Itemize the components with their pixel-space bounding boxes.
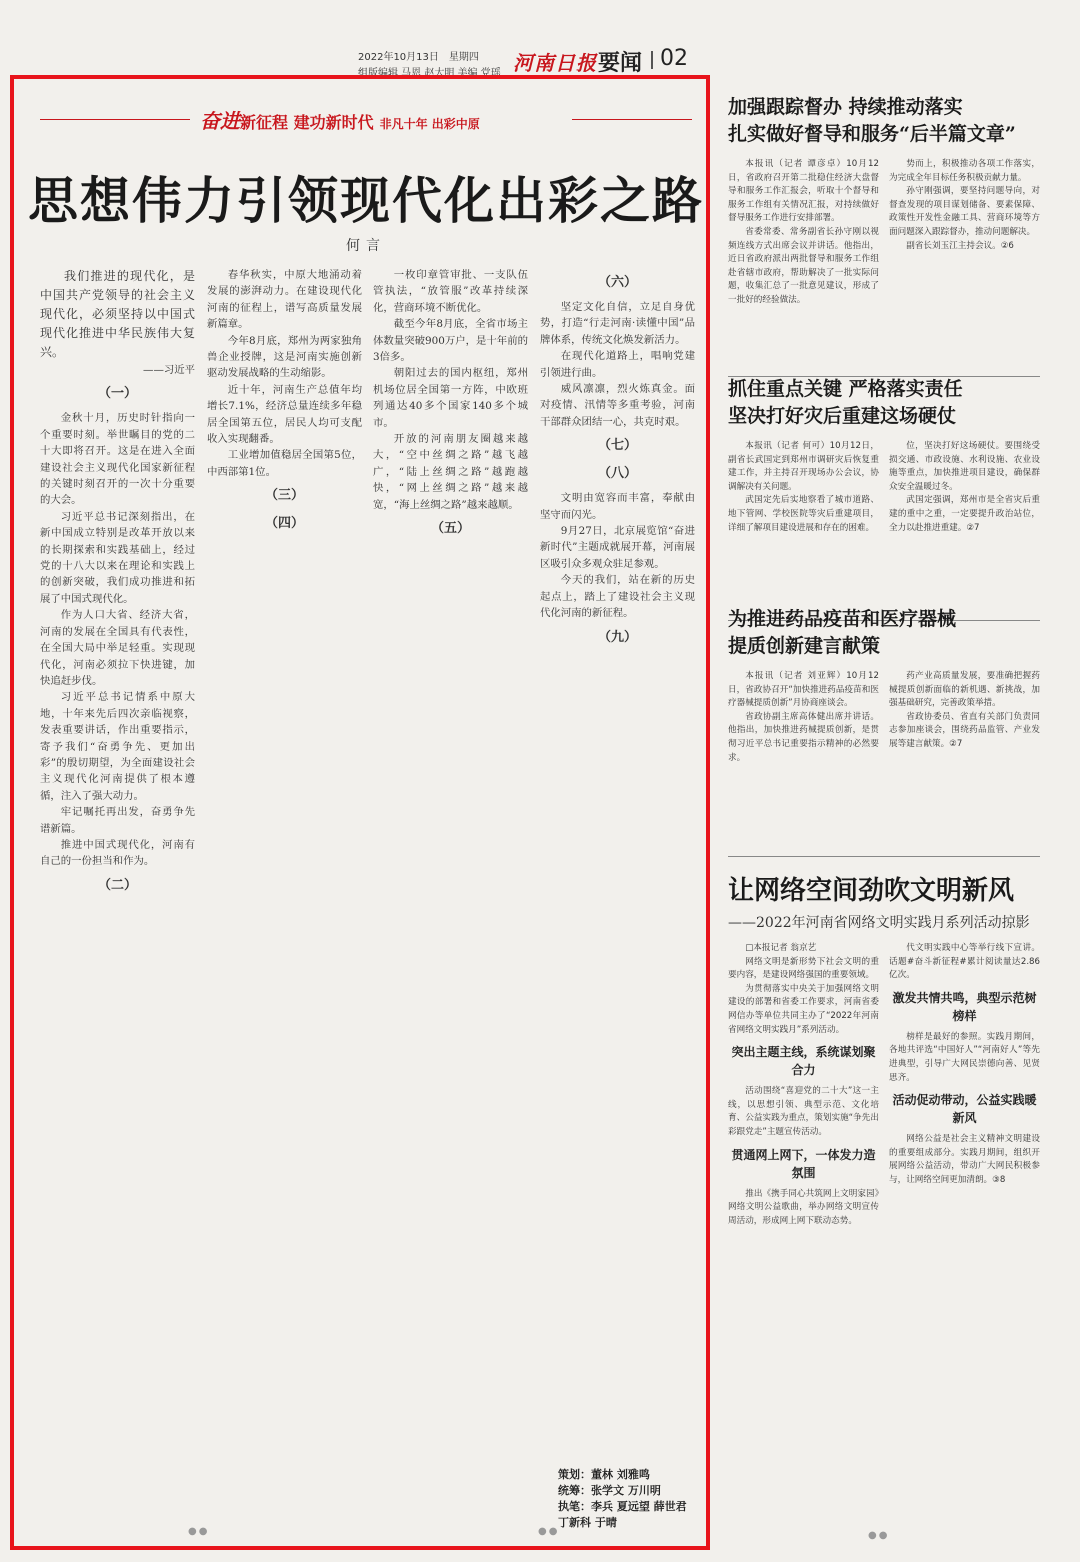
paragraph: 截至今年8月底，全省市场主体数量突破900万户，是十年前的3倍多。 (373, 318, 528, 364)
paragraph: 今年8月底，郑州为两家独角兽企业授牌，这是河南实施创新驱动发展战略的生动缩影。 (207, 334, 362, 380)
paragraph: 扎实做好督导和服务“后半篇文章” (728, 123, 1016, 145)
paragraph: 副省长刘玉江主持会议。②6 (906, 240, 1014, 251)
paragraph: 省委常委、常务副省长孙守刚以视频连线方式出席会议并讲话。他指出，近日省政府派出两批督导和服务工作组赴省辖市政府，帮助解决了一批实际问题，收集汇总了一批意见建议，形成了一批好的经验做法。 (728, 226, 879, 305)
paragraph: 本报讯（记者 谭彦卓）10月12日，省政府召开第二批稳住经济大盘督导和服务工作汇报会，听取十个督导和服务工作组有关情况汇报，对持续做好督导服务工作进行安排部署。 (728, 159, 879, 224)
banner-text-a: 奋进 (200, 109, 240, 133)
paragraph: 本报讯（记者 何可）10月12日，副省长武国定到郑州市调研灾后恢复重建工作，并主持召开现场办公会议，协调解决有关问题。 (728, 441, 879, 492)
paragraph: 网络公益是社会主义精神文明建设的重要组成部分。实践月期间，组织开展网络公益活动，带动广大网民积极参与，让网络空间更加清朗。③8 (889, 1134, 1040, 1185)
page-dots: ●● (868, 1530, 890, 1541)
paragraph: 武国定先后实地察看了城市道路、地下管网、学校医院等灾后重建项目，详细了解项目建设进展和存在的困难。 (728, 495, 879, 533)
paragraph: 网络文明是新形势下社会文明的重要内容，是建设网络强国的重要领域。 (728, 956, 879, 981)
paragraph: 执笔：李兵 夏远望 薛世君 (558, 1500, 687, 1513)
paragraph: 今天的我们，站在新的历史起点上，踏上了建设社会主义现代化河南的新征程。 (540, 574, 695, 620)
banner-text-b: 新征程 建功新时代 (240, 113, 374, 132)
article-text (889, 1031, 1040, 1085)
article-title (728, 94, 1040, 148)
article-text (728, 158, 879, 373)
article-text (889, 1133, 1040, 1187)
paragraph: 本报讯（记者 刘亚辉）10月12日，省政协召开“加快推进药品疫苗和医疗器械提质创新”月协商座谈会。 (728, 671, 879, 709)
paragraph: 近十年，河南生产总值年均增长7.1%，经济总量连续多年稳居全国第五位，居民人均可支配收入实现翻番。 (207, 383, 362, 446)
page-dots: ●● (538, 1526, 560, 1537)
article-credits (558, 1467, 687, 1531)
paragraph: 开放的河南朋友圈越来越大，“空中丝绸之路”越飞越广，“陆上丝绸之路”越跑越快，“网上丝绸之路”越来越宽，“海上丝绸之路”越来越顺。 (373, 433, 528, 511)
paragraph: 势而上，积极推动各项工作落实，为完成全年目标任务积极贡献力量。 (889, 159, 1040, 183)
paragraph: 药产业高质量发展，要准确把握药械提质创新面临的新机遇、新挑战，加强基础研究，完善政策举措。 (889, 671, 1040, 709)
article-column-1 (40, 267, 195, 1532)
article-subheading: 突出主题主线，系统谋划聚合力 (731, 1045, 876, 1078)
section-heading: （四） (264, 516, 304, 532)
article-subheading: 活动促动带动，公益实践暖新风 (892, 1093, 1037, 1126)
paragraph: 为推进药品疫苗和医疗器械 (728, 608, 957, 630)
paragraph: 坚决打好灾后重建这场硬仗 (728, 405, 957, 427)
article-text (728, 1085, 879, 1139)
banner-text-c: 非凡十年 出彩中原 (379, 117, 480, 131)
col1-paragraphs (40, 410, 195, 869)
paragraph: 位，坚决打好这场硬仗。要围绕受损交通、市政设施、水利设施、农业设施等重点，加快推进项目建设，确保群众安全温暖过冬。 (889, 441, 1040, 492)
article-text (889, 158, 1040, 373)
article-medicine (728, 606, 1040, 855)
paragraph: □本报记者 翁京艺 (745, 943, 817, 953)
section-heading: （二） (97, 877, 137, 893)
page-dots: ●● (188, 1526, 210, 1537)
masthead (0, 44, 1080, 78)
paragraph: 9月27日，北京展览馆“奋进新时代”主题成就展开幕，河南展区吸引众多观众驻足参观。 (540, 525, 695, 570)
article-title (728, 376, 1040, 430)
paragraph: 策划：董林 刘雅鸣 (558, 1468, 650, 1481)
paragraph: 加强跟踪督办 持续推动落实 (728, 96, 963, 118)
col4-paragraphs-b (540, 490, 695, 621)
article-text (889, 942, 1040, 983)
section-heading: （五） (430, 521, 470, 537)
col3-paragraphs (373, 267, 528, 513)
paragraph: 统筹：张学文 万川明 (558, 1484, 661, 1497)
article-column-2 (207, 267, 362, 1532)
paragraph: 金秋十月，历史时针指向一个重要时刻。举世瞩目的党的二十大即将召开。这是在进入全面建设社会主义现代化国家新征程的关键时刻召开的一次十分重要的大会。 (40, 412, 195, 507)
paragraph: 活动围绕“喜迎党的二十大”这一主线，以思想引领、典型示范、文化培育、公益实践为重点，策划实施“争先出彩跟党走”主题宣传活动。 (728, 1086, 879, 1137)
article-reconstruction (728, 376, 1040, 625)
article-subheading: 贯通网上网下，一体发力造氛围 (731, 1147, 876, 1180)
newspaper-logo: 河南日报 (513, 51, 597, 75)
quote-author: ——习近平 (143, 364, 195, 376)
paragraph: 工业增加值稳居全国第5位，中西部第1位。 (207, 449, 362, 478)
article-text (728, 440, 879, 625)
paragraph: 威风凛凛，烈火炼真金。面对疫情、汛情等多重考验，河南干部群众团结一心，共克时艰。 (540, 383, 695, 428)
paragraph: 榜样是最好的参照。实践月期间，各地共评选“中国好人”“河南好人”等先进典型，引导广大网民崇德向善、见贤思齐。 (889, 1031, 1040, 1083)
section-heading: （六） (597, 275, 637, 290)
paragraph: 丁新科 于晴 (558, 1516, 617, 1529)
article-title: 让网络空间劲吹文明新风 (728, 876, 1015, 906)
paragraph: 抓住重点关键 严格落实责任 (728, 378, 963, 400)
paragraph: 习近平总书记深刻指出，在新中国成立特别是改革开放以来的长期探索和实践基础上，经过党的十八大以来在理论和实践上的创新突破，我们成功推进和拓展了中国式现代化。 (40, 510, 195, 605)
article-supervision (728, 94, 1040, 373)
byline: 何言 (346, 238, 386, 254)
paragraph: 武国定强调，郑州市是全省灾后重建的重中之重，一定要提升政治站位，全力以赴推进重建。②7 (889, 495, 1040, 533)
masthead-divider (651, 51, 653, 69)
section-heading: （七） (597, 438, 637, 454)
paragraph: 为贯彻落实中央关于加强网络文明建设的部署和省委工作要求，河南省委网信办等单位共同主办了“2022年河南省网络文明实践月”系列活动。 (728, 983, 879, 1035)
article-text (728, 942, 879, 1037)
paragraph: 省政协委员、省直有关部门负责同志参加座谈会，围绕药品监管、产业发展等建言献策。②7 (889, 711, 1040, 749)
column-banner (40, 105, 692, 135)
paragraph: 文明由宽容而丰富，奉献由坚守而闪光。 (540, 492, 695, 521)
section-name: 要闻 (598, 51, 643, 76)
page-number: 02 (660, 46, 688, 71)
col4-paragraphs (540, 299, 695, 430)
paragraph: 作为人口大省、经济大省，河南的发展在全国具有代表性，在全国大局中举足轻重。实现现代化，河南必须拉下快进键，加快追赶步伐。 (40, 609, 195, 687)
article-text (728, 670, 879, 855)
article-column-4 (540, 267, 695, 1532)
article-text (889, 670, 1040, 855)
article-text (889, 440, 1040, 625)
article-title (728, 606, 1040, 660)
article-subtitle: ——2022年河南省网络文明实践月系列活动掠影 (728, 915, 1030, 931)
section-heading: （九） (597, 629, 637, 645)
main-headline: 思想伟力引领现代化出彩之路 (28, 171, 704, 230)
paragraph: 在现代化道路上，唱响党建引领进行曲。 (540, 350, 695, 379)
paragraph: 省政协副主席高体健出席并讲话。他指出，加快推进药械提质创新，是贯彻习近平总书记重要指示精神的必然要求。 (728, 711, 879, 763)
section-heading: （三） (264, 488, 304, 504)
lead-quote: 我们推进的现代化，是中国共产党领导的社会主义现代化，必须坚持以中国式现代化推进中华民族伟大复兴。 (40, 269, 195, 359)
article-column-3 (373, 267, 528, 1532)
paragraph: 孙守刚强调，要坚持问题导向，对督查发现的项目谋划储备、要素保障、政策性开发性金融工具、营商环境等方面问题深入跟踪督办，推动问题解决。 (889, 186, 1040, 237)
paragraph: 习近平总书记情系中原大地，十年来先后四次亲临视察，发表重要讲话，作出重要指示，寄予我们“奋勇争先、更加出彩”的殷切期望，为全面建设社会主义现代化河南提供了根本遵循，注入了强大动力。 (40, 691, 195, 802)
paragraph: 提质创新建言献策 (728, 635, 881, 657)
article-text (728, 1188, 879, 1229)
paragraph: 朝阳过去的国内枢纽，郑州机场位居全国第一方阵，中欧班列通达40多个国家140多个城市。 (373, 367, 528, 429)
paragraph: 推出《携手同心共筑网上文明家园》网络文明公益歌曲，举办网络文明宣传周活动，形成网上网下联动态势。 (728, 1188, 879, 1226)
main-article (28, 95, 704, 1541)
article-internet-civilization (728, 874, 1040, 1522)
paragraph: 推进中国式现代化，河南有自己的一份担当和作为。 (40, 838, 195, 868)
paragraph: 春华秋实，中原大地涌动着发展的澎湃动力。在建设现代化河南的征程上，谱写高质量发展新篇章。 (207, 269, 362, 331)
paragraph: 代文明实践中心等举行线下宣讲。话题#奋斗新征程#累计阅读量达2.86亿次。 (889, 943, 1040, 981)
paragraph: 坚定文化自信，立足自身优势，打造“行走河南·读懂中国”品牌体系，传统文化焕发新活力。 (540, 301, 695, 346)
paragraph: 一枚印章管审批、一支队伍管执法，“放管服”改革持续深化，营商环境不断优化。 (373, 269, 528, 314)
col2-paragraphs (207, 267, 362, 480)
paragraph: 牢记嘱托再出发，奋勇争先谱新篇。 (40, 806, 195, 835)
section-heading: （八） (597, 466, 637, 482)
masthead-date: 2022年10月13日 星期四 (358, 52, 479, 63)
masthead-editors: 组版编辑 马恩 赵大明 美编 党瑶 (358, 68, 501, 79)
article-subheading: 激发共情共鸣，典型示范树榜样 (892, 990, 1037, 1023)
section-heading: （一） (97, 386, 137, 402)
